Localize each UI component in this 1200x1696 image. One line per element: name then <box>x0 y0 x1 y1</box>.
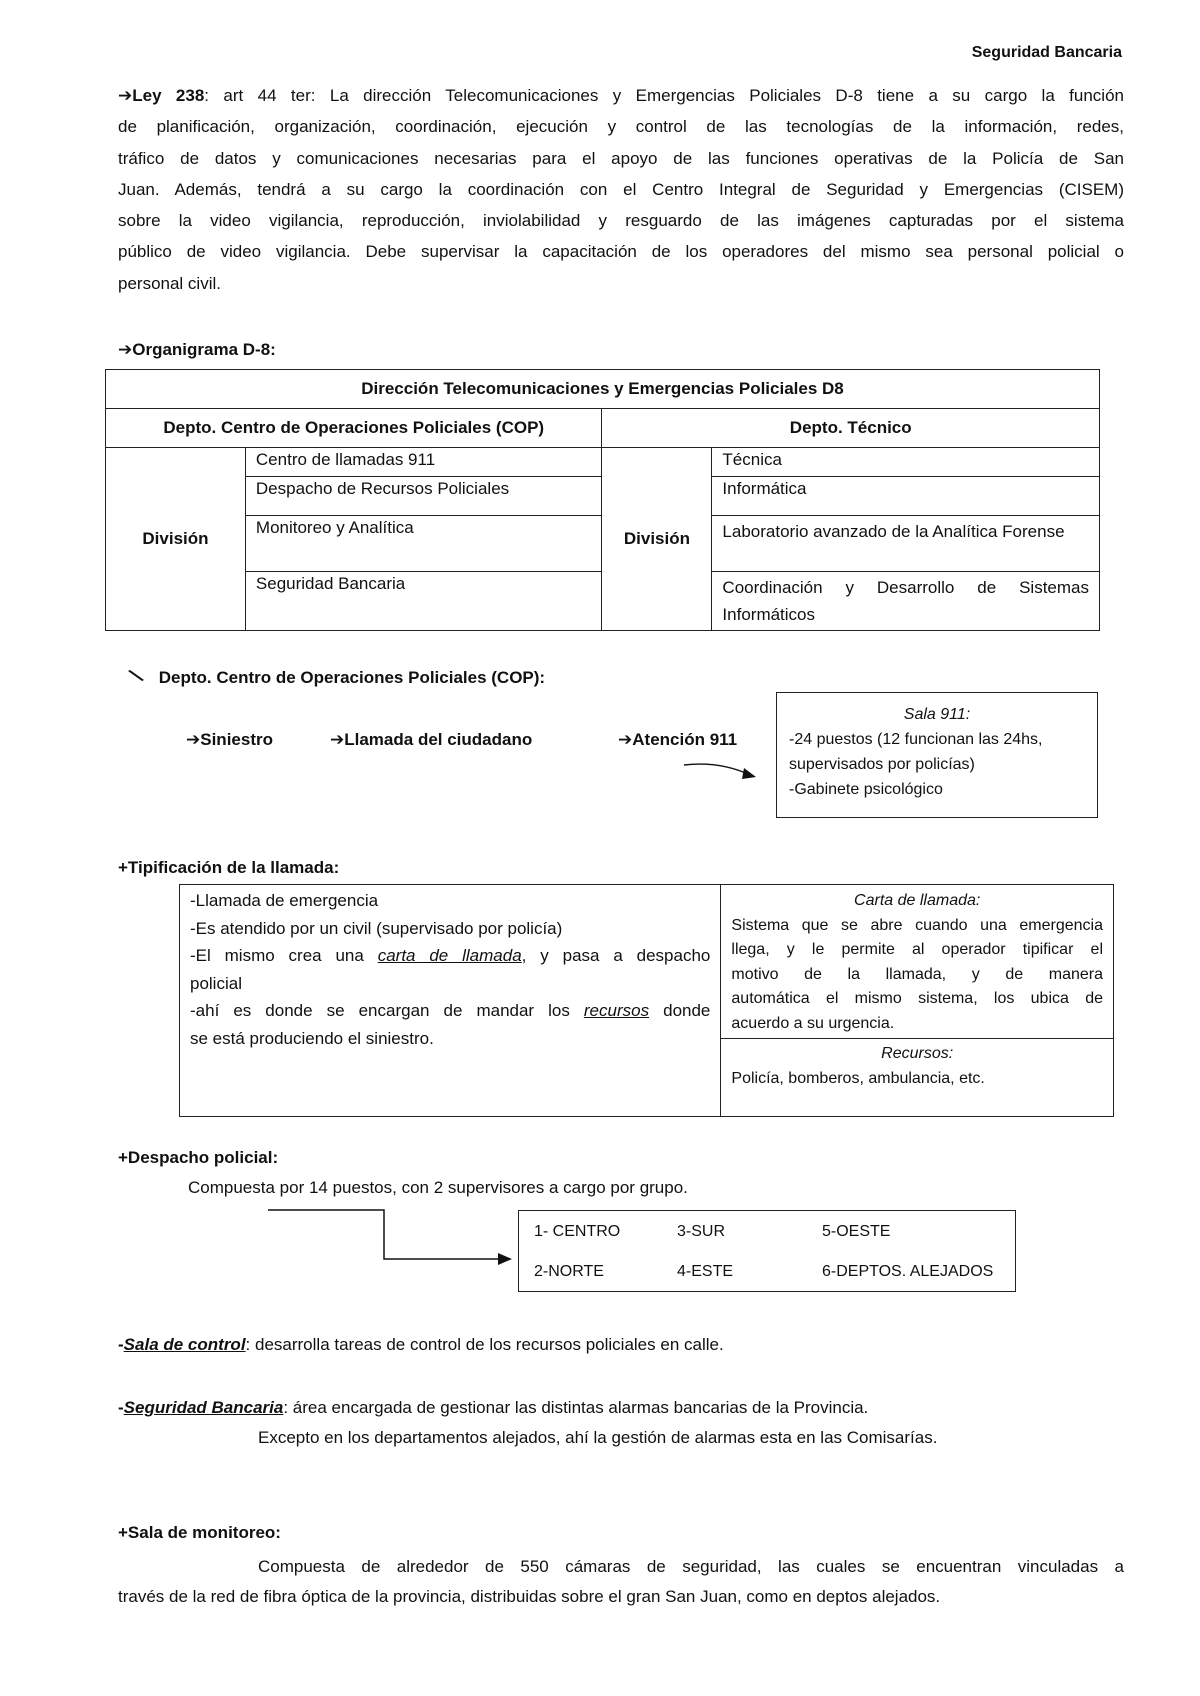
monitoreo-line: través de la red de fibra óptica de la provincia, distribuidas sobre el gran San Juan, como en deptos alejados. <box>118 1587 941 1606</box>
pencil-icon <box>126 668 148 688</box>
despacho-heading: +Despacho policial: <box>118 1148 279 1167</box>
ley-line: Juan. Además, tendrá a su cargo la coordinación con el Centro Integral de Seguridad y Emergencias (CISEM) <box>118 179 1124 199</box>
monitoreo-line: Compuesta de alrededor de 550 cámaras de seguridad, las cuales se encuentran vinculadas a <box>258 1557 1124 1576</box>
recursos-link: recursos <box>583 1001 650 1020</box>
sala911-line: -24 puestos (12 funcionan las 24hs, <box>789 731 1043 748</box>
elbow-arrow-icon <box>266 1208 516 1268</box>
zone-item: 1- CENTRO <box>534 1223 621 1240</box>
organigrama-table <box>105 369 1100 631</box>
org-left-item: Despacho de Recursos Policiales <box>245 477 602 516</box>
org-left-dept: Depto. Centro de Operaciones Policiales (COP) <box>106 409 602 448</box>
carta-line: acuerdo a su urgencia. <box>731 1014 895 1032</box>
org-division-label: División <box>602 448 712 631</box>
tip-line: -Es atendido por un civil (supervisado por policía) <box>190 918 563 938</box>
carta-title: Carta de llamada: <box>854 892 981 909</box>
page-header-title: Seguridad Bancaria <box>971 44 1122 61</box>
tip-line: se está produciendo el siniestro. <box>190 1028 434 1048</box>
ley-line: de planificación, organización, coordinación, ejecución y control de las tecnologías de la información, redes, <box>118 117 1124 137</box>
arrow-right-icon: ➔ <box>186 730 201 749</box>
ley-paragraph <box>118 80 1124 299</box>
zone-item: 2-NORTE <box>534 1263 604 1280</box>
zones-box <box>518 1210 1016 1292</box>
org-right-item: Técnica <box>712 448 1100 477</box>
zone-item: 5-OESTE <box>822 1223 891 1240</box>
org-right-item: Informática <box>712 477 1100 516</box>
sala911-line: -Gabinete psicológico <box>789 781 943 798</box>
ley-line: personal civil. <box>118 273 221 293</box>
ley-line: : art 44 ter: La dirección Telecomunicaciones y Emergencias Policiales D-8 tiene a su cargo la función <box>204 86 1124 105</box>
org-title-cell: Dirección Telecomunicaciones y Emergencias Policiales D8 <box>106 370 1100 409</box>
sala911-box <box>776 692 1098 818</box>
org-right-dept: Depto. Técnico <box>602 409 1100 448</box>
sala-control-line: -Sala de control: desarrolla tareas de control de los recursos policiales en calle. <box>118 1335 724 1354</box>
ley-line: tráfico de datos y comunicaciones necesarias para el apoyo de las funciones operativas de la Policía de San <box>118 148 1124 168</box>
monitoreo-heading: +Sala de monitoreo: <box>118 1523 281 1542</box>
arrow-right-icon: ➔ <box>118 86 133 105</box>
org-left-item: Seguridad Bancaria <box>245 572 602 631</box>
carta-cell <box>721 885 1114 1039</box>
sala911-line: supervisados por policías) <box>789 756 975 773</box>
flow-item: ➔Llamada del ciudadano <box>330 730 533 749</box>
carta-line: motivo de la llamada, y de manera <box>731 965 1103 983</box>
org-right-item: Coordinación y Desarrollo de Sistemas Informáticos <box>712 572 1100 631</box>
tip-line: -El mismo crea una carta de llamada, y pasa a despacho <box>190 946 711 965</box>
recursos-title: Recursos: <box>881 1045 954 1062</box>
carta-line: llega, y le permite al operador tipificar el <box>731 941 1103 958</box>
org-right-item: Laboratorio avanzado de la Analítica Forense <box>712 516 1100 572</box>
ley-line: público de video vigilancia. Debe supervisar la capacitación de los operadores del mismo sea personal policial o <box>118 242 1124 262</box>
seguridad-label: Seguridad Bancaria <box>123 1398 284 1417</box>
carta-de-llamada-link: carta de llamada <box>377 946 522 965</box>
carta-line: Sistema que se abre cuando una emergencia <box>731 916 1103 934</box>
tip-line: policial <box>190 973 242 993</box>
organigrama-heading: ➔Organigrama D-8: <box>118 340 276 359</box>
flow-item: ➔Siniestro <box>186 730 273 749</box>
org-left-item: Monitoreo y Analítica <box>245 516 602 572</box>
recursos-text: Policía, bomberos, ambulancia, etc. <box>731 1070 985 1087</box>
ley-line: sobre la video vigilancia, reproducción, inviolabilidad y resguardo de las imágenes capturadas por el sistema <box>118 211 1124 231</box>
tip-line: -ahí es donde se encargan de mandar los recursos donde <box>190 1001 711 1020</box>
curved-arrow-icon <box>680 755 770 785</box>
tipificacion-heading: +Tipificación de la llamada: <box>118 858 340 877</box>
seguridad-note: Excepto en los departamentos alejados, ahí la gestión de alarmas esta en las Comisarías. <box>258 1428 938 1447</box>
zone-item: 3-SUR <box>677 1223 726 1240</box>
sala911-title: Sala 911: <box>903 706 971 723</box>
org-division-label: División <box>106 448 246 631</box>
sala-control-label: Sala de control <box>123 1335 246 1354</box>
tipificacion-left-cell <box>180 885 721 1117</box>
cop-heading: Depto. Centro de Operaciones Policiales (COP): <box>126 668 545 688</box>
ley-label: Ley 238 <box>132 86 205 105</box>
seguridad-line: -Seguridad Bancaria: área encargada de gestionar las distintas alarmas bancarias de la Provincia. <box>118 1398 869 1417</box>
flow-item: ➔Atención 911 <box>618 730 738 749</box>
zone-item: 6-DEPTOS. ALEJADOS <box>822 1263 994 1280</box>
tip-line: -Llamada de emergencia <box>190 891 379 910</box>
carta-line: automática el mismo sistema, los ubica de <box>731 990 1103 1007</box>
arrow-right-icon: ➔ <box>618 730 633 749</box>
recursos-cell <box>721 1039 1114 1117</box>
arrow-right-icon: ➔ <box>118 340 133 359</box>
zone-item: 4-ESTE <box>677 1263 734 1280</box>
tipificacion-table <box>179 884 1114 1117</box>
despacho-text: Compuesta por 14 puestos, con 2 supervisores a cargo por grupo. <box>188 1178 688 1197</box>
org-left-item: Centro de llamadas 911 <box>245 448 602 477</box>
arrow-right-icon: ➔ <box>330 730 345 749</box>
